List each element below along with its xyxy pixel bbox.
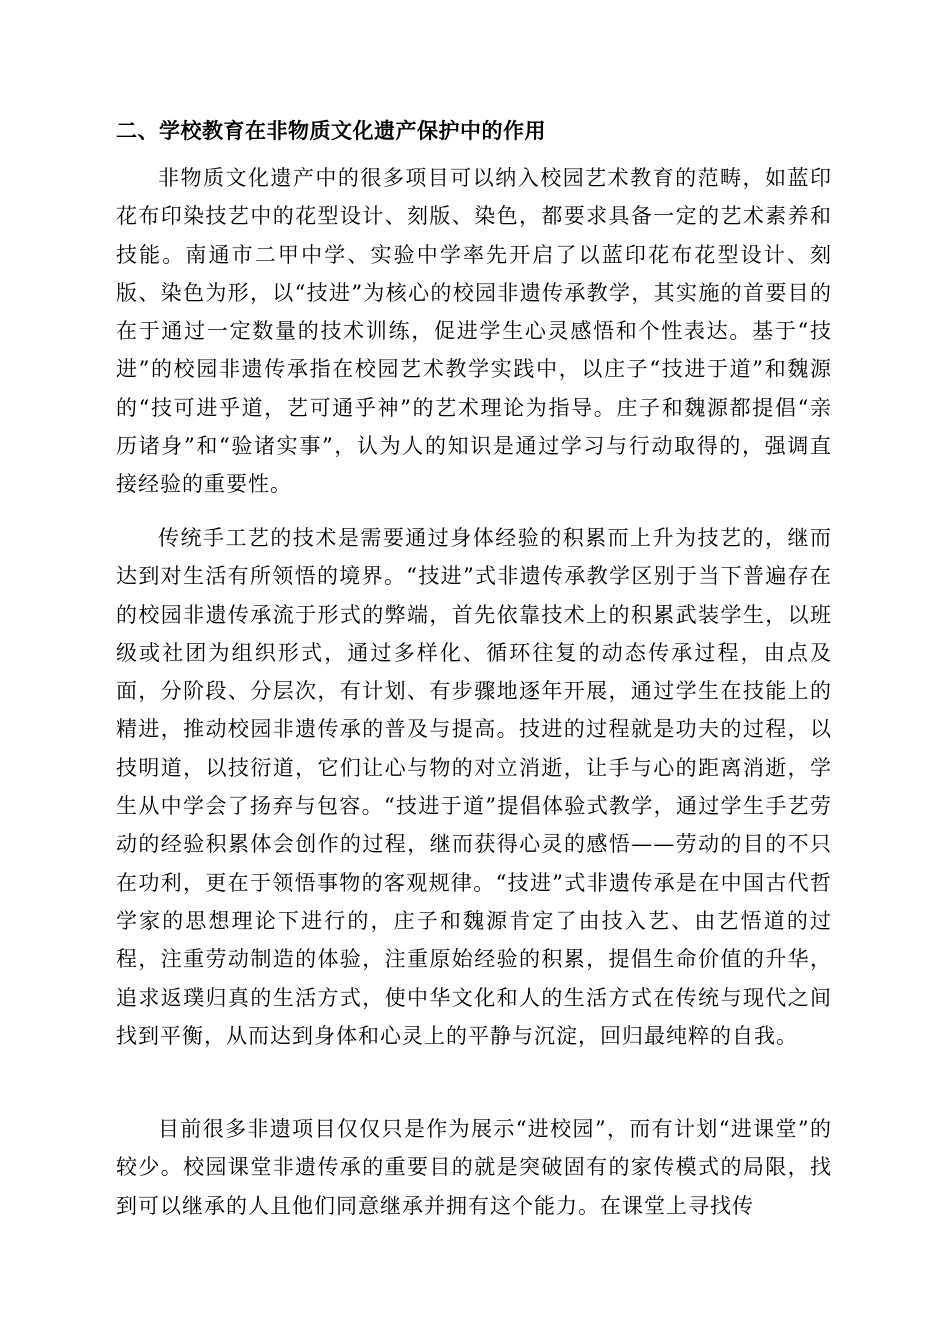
section-heading: 二、学校教育在非物质文化遗产保护中的作用 bbox=[116, 118, 546, 143]
paragraph-3: 目前很多非遗项目仅仅只是作为展示“进校园”，而有计划“进课堂”的较少。校园课堂非遗传承的重要目的就是突破固有的家传模式的局限，找到可以继承的人且他们同意继承并拥有这个能力。在课堂上寻找传 bbox=[116, 1117, 832, 1218]
paragraph-1: 非物质文化遗产中的很多项目可以纳入校园艺术教育的范畴，如蓝印花布印染技艺中的花型设计、刻版、染色，都要求具备一定的艺术素养和技能。南通市二甲中学、实验中学率先开启了以蓝印花布花型设计、刻版、染色为形，以“技进”为核心的校园非遗传承教学，其实施的首要目的在于通过一定数量的技术训练，促进学生心灵感悟和个性表达。基于“技进”的校园非遗传承指在校园艺术教学实践中，以庄子“技进于道”和魏源的“技可进乎道，艺可通乎神”的艺术理论为指导。庄子和魏源都提倡“亲历诸身”和“验诸实事”，认为人的知识是通过学习与行动取得的，强调直接经验的重要性。 bbox=[116, 166, 832, 497]
paragraph-2: 传统手工艺的技术是需要通过身体经验的积累而上升为技艺的，继而达到对生活有所领悟的境界。“技进”式非遗传承教学区别于当下普遍存在的校园非遗传承流于形式的弊端，首先依靠技术上的积累武装学生，以班级或社团为组织形式，通过多样化、循环往复的动态传承过程，由点及面，分阶段、分层次，有计划、有步骤地逐年开展，通过学生在技能上的精进，推动校园非遗传承的普及与提高。技进的过程就是功夫的过程，以技明道，以技衍道，它们让心与物的对立消逝，让手与心的距离消逝，学生从中学会了扬弃与包容。“技进于道”提倡体验式教学，通过学生手艺劳动的经验积累体会创作的过程，继而获得心灵的感悟——劳动的目的不只在功利，更在于领悟事物的客观规律。“技进”式非遗传承是在中国古代哲学家的思想理论下进行的，庄子和魏源肯定了由技入艺、由艺悟道的过程，注重劳动制造的体验，注重原始经验的积累，提倡生命价值的升华，追求返璞归真的生活方式，使中华文化和人的生活方式在传统与现代之间找到平衡，从而达到身体和心灵上的平静与沉淀，回归最纯粹的自我。 bbox=[116, 526, 832, 1048]
